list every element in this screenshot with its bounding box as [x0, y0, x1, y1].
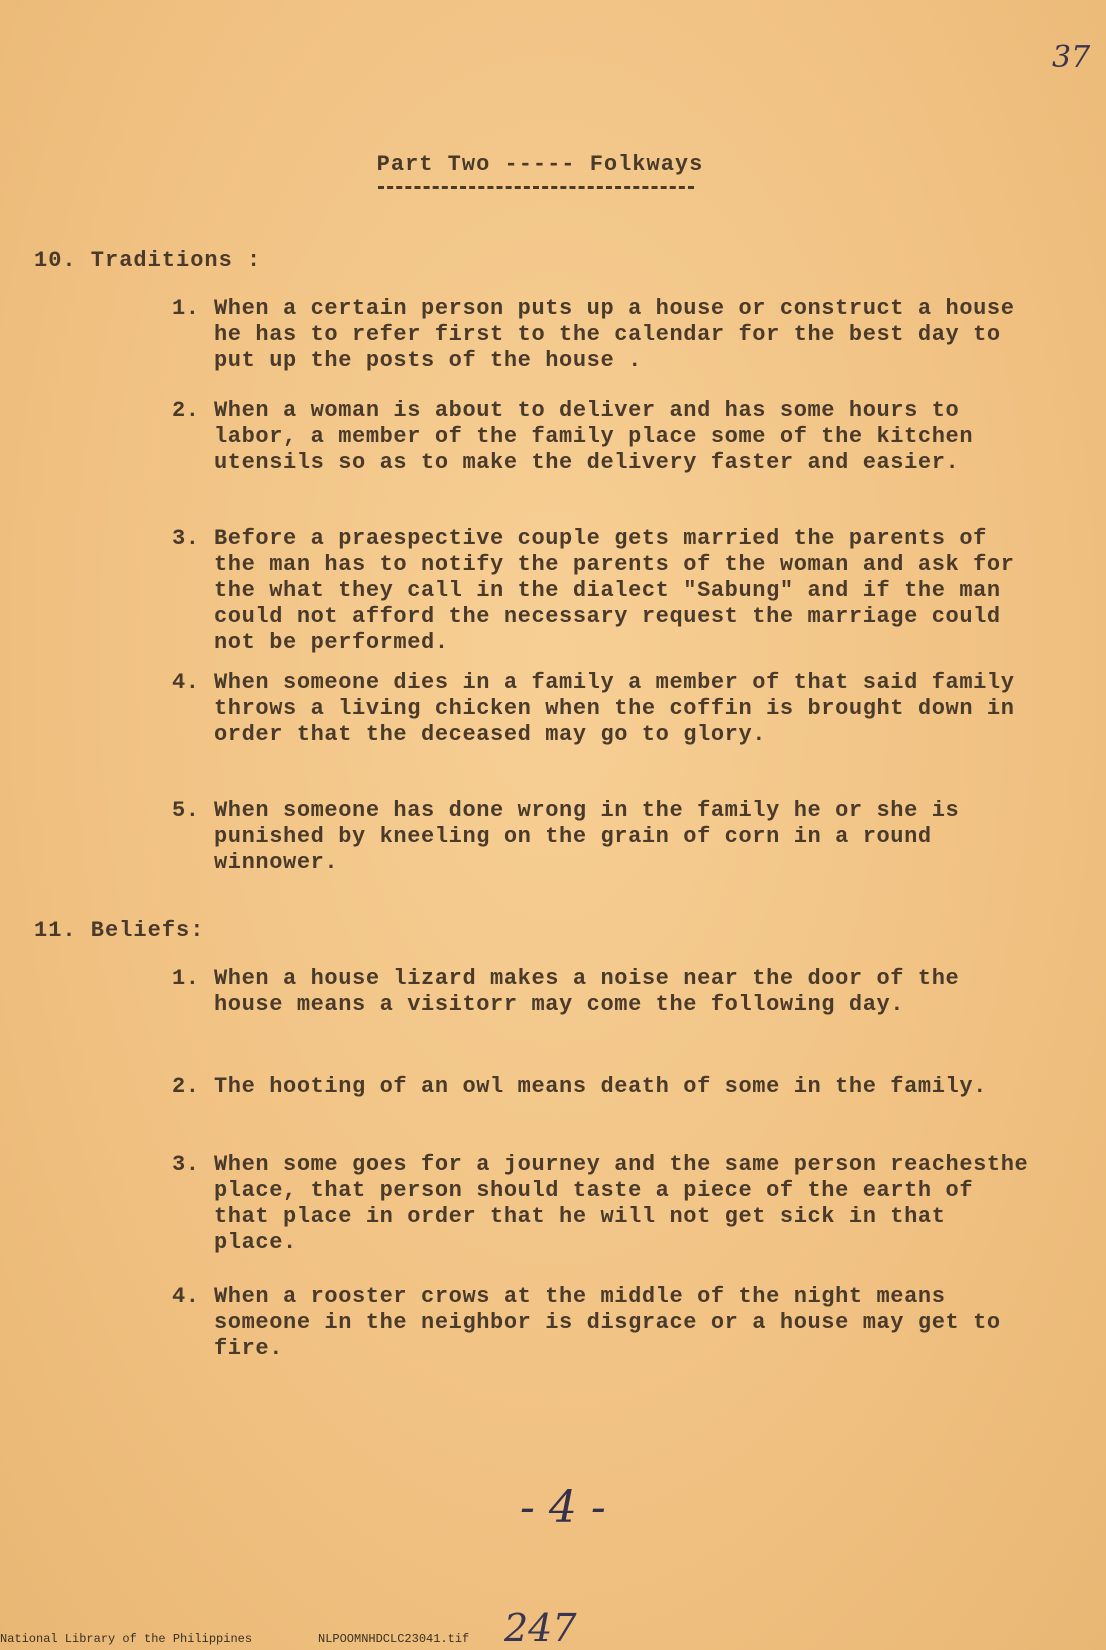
item-text: When a rooster crows at the middle of the night means someone in the neighbor is disgrace or a house may get to fire. [214, 1284, 1001, 1361]
section-heading-beliefs: 11. Beliefs: [34, 918, 205, 943]
item-text: When a house lizard makes a noise near the door of the house means a visitorr may come the following day. [214, 966, 960, 1017]
item-number: 2. [172, 398, 200, 423]
item-number: 4. [172, 1284, 200, 1309]
list-item [172, 1152, 1042, 1256]
item-text: The hooting of an owl means death of some in the family. [214, 1074, 987, 1099]
title-underline [378, 186, 694, 189]
list-item [172, 296, 1042, 374]
list-item [172, 1074, 1042, 1100]
item-number: 1. [172, 296, 200, 321]
item-text: When someone has done wrong in the family he or she is punished by kneeling on the grain of corn in a round winnower. [214, 798, 960, 875]
item-text: When a certain person puts up a house or construct a house he has to refer first to the calendar for the best day to put up the posts of the house . [214, 296, 1015, 373]
list-item [172, 670, 1042, 748]
list-item [172, 1284, 1042, 1362]
page-number: - 4 - [520, 1482, 606, 1533]
list-item [172, 526, 1042, 656]
footer-filename: NLPOOMNHDCLC23041.tif [318, 1632, 470, 1646]
item-text: Before a praespective couple gets married the parents of the man has to notify the parents of the woman and ask for the what they call in the dialect "Sabung" and if the man could not afford the necessary request the marriage could not be performed. [214, 526, 1015, 655]
item-text: When some goes for a journey and the same person reachesthe place, that person should taste a piece of the earth of that place in order that he will not get sick in that place. [214, 1152, 1029, 1255]
item-number: 3. [172, 1152, 200, 1177]
section-heading-traditions: 10. Traditions : [34, 248, 262, 273]
corner-page-number: 37 [1052, 40, 1091, 75]
footer-library: National Library of the Philippines [0, 1632, 253, 1646]
item-number: 2. [172, 1074, 200, 1099]
item-text: When someone dies in a family a member of that said family throws a living chicken when the coffin is brought down in order that the deceased may go to glory. [214, 670, 1015, 747]
item-number: 4. [172, 670, 200, 695]
item-number: 1. [172, 966, 200, 991]
item-text: When a woman is about to deliver and has some hours to labor, a member of the family place some of the kitchen utensils so as to make the delivery faster and easier. [214, 398, 974, 475]
item-number: 5. [172, 798, 200, 823]
list-item [172, 966, 1042, 1018]
item-number: 3. [172, 526, 200, 551]
list-item [172, 798, 1042, 876]
document-title: Part Two ----- Folkways [376, 152, 704, 177]
archive-number: 247 [504, 1606, 577, 1650]
list-item [172, 398, 1042, 476]
